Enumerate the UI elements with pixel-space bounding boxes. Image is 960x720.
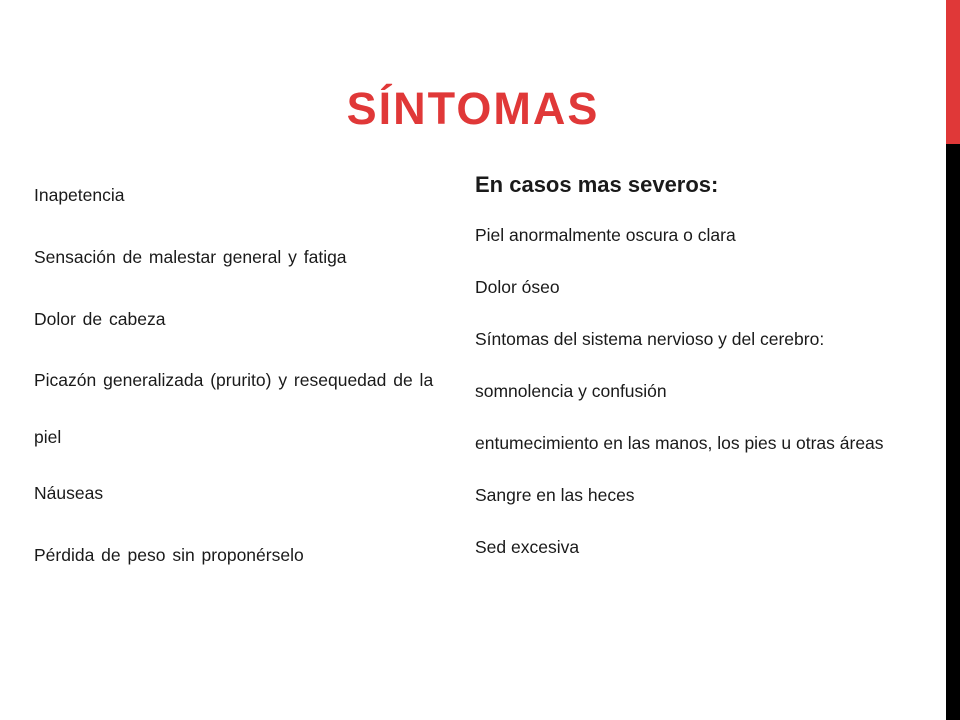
severe-symptom-list (475, 165, 925, 575)
severe-heading: En casos mas severos: (475, 172, 719, 197)
symptom-item: Náuseas (34, 483, 104, 503)
severe-symptom-item: Dolor óseo (475, 277, 560, 297)
symptom-item: Pérdida de peso sin proponérselo (34, 545, 304, 565)
severe-symptom-item: somnolencia y confusión (475, 381, 667, 401)
side-bar-accent (946, 0, 960, 144)
severe-symptom-item: Piel anormalmente oscura o clara (475, 225, 736, 245)
severe-symptom-item: entumecimiento en las manos, los pies u otras áreas (475, 433, 884, 453)
symptom-item: Dolor de cabeza (34, 309, 166, 329)
symptom-item: Sensación de malestar general y fatiga (34, 247, 347, 267)
symptom-item: Inapetencia (34, 185, 125, 205)
slide-title: SÍNTOMAS (346, 83, 600, 134)
severe-symptom-item: Sangre en las heces (475, 485, 635, 505)
symptom-item: Picazón generalizada (prurito) y resequedad de la piel (34, 370, 434, 447)
severe-symptom-item: Síntomas del sistema nervioso y del cerebro: (475, 329, 825, 349)
left-symptom-list (34, 178, 464, 600)
severe-symptom-item: Sed excesiva (475, 537, 580, 557)
